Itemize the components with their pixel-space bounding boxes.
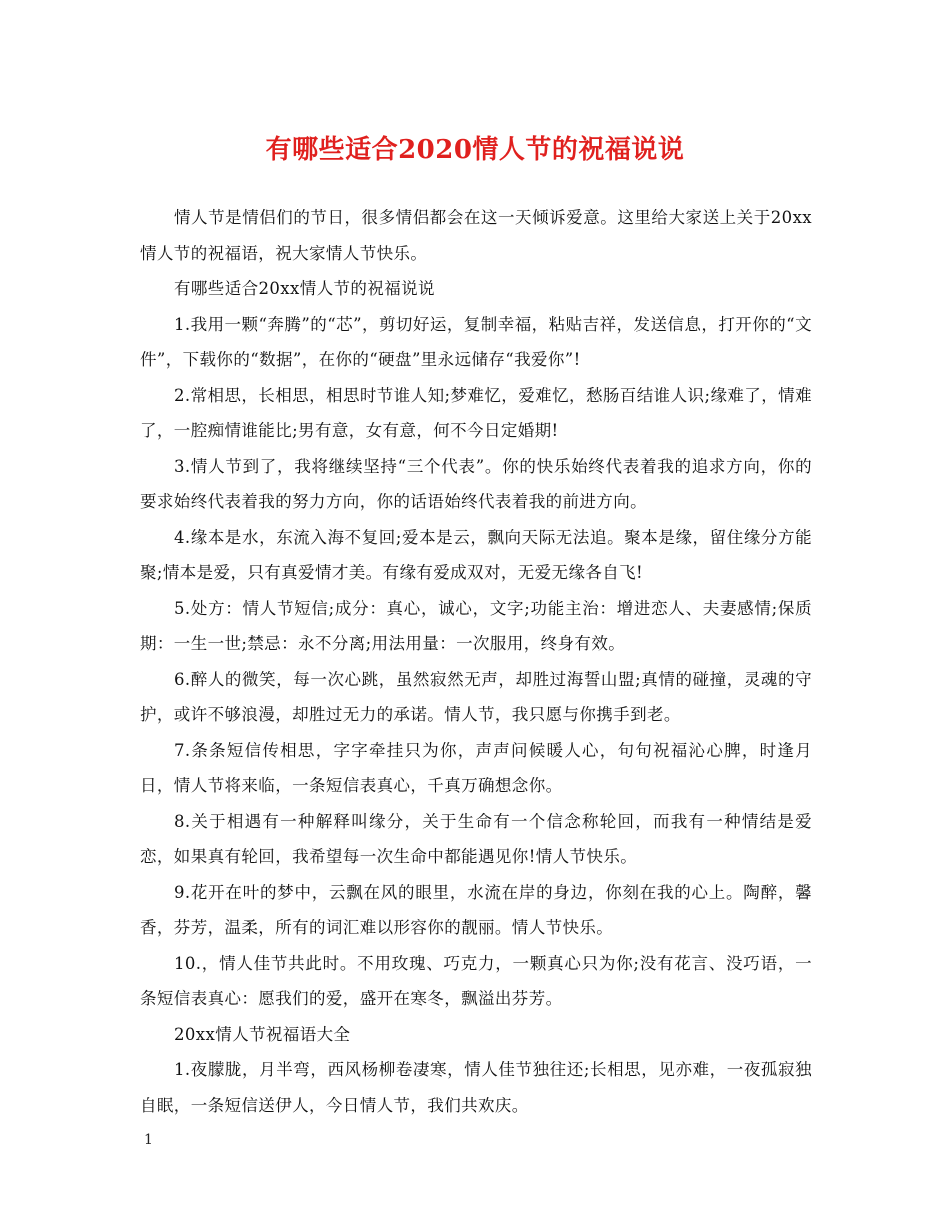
document-body <box>140 200 812 1123</box>
wish-item: 3.情人节到了，我将继续坚持“三个代表”。你的快乐始终代表着我的追求方向，你的要求始终代表着我的努力方向，你的话语始终代表着我的前进方向。 <box>140 456 812 511</box>
wish-item: 1.夜朦胧，月半弯，西风杨柳卷凄寒，情人佳节独往还;长相思，见亦难，一夜孤寂独自眠，一条短信送伊人，今日情人节，我们共欢庆。 <box>140 1060 812 1115</box>
intro-paragraph: 情人节是情侣们的节日，很多情侣都会在这一天倾诉爱意。这里给大家送上关于20xx情人节的祝福语，祝大家情人节快乐。 <box>140 208 812 263</box>
wish-item: 2.常相思，长相思，相思时节谁人知;梦难忆，爱难忆，愁肠百结谁人识;缘难了，情难了，一腔痴情谁能比;男有意，女有意，何不今日定婚期! <box>140 385 812 440</box>
section-heading: 20xx情人节祝福语大全 <box>174 1024 351 1044</box>
wish-item: 1.我用一颗“奔腾”的“芯”，剪切好运，复制幸福，粘贴吉祥，发送信息，打开你的“文件”，下载你的“数据”，在你的“硬盘”里永远储存“我爱你”! <box>140 314 812 369</box>
wish-item: 8.关于相遇有一种解释叫缘分，关于生命有一个信念称轮回，而我有一种情结是爱恋，如果真有轮回，我希望每一次生命中都能遇见你!情人节快乐。 <box>140 811 812 866</box>
section-heading: 有哪些适合20xx情人节的祝福说说 <box>174 279 435 298</box>
wish-item: 7.条条短信传相思，字字牵挂只为你，声声问候暖人心，句句祝福沁心脾，时逢月日，情人节将来临，一条短信表真心，千真万确想念你。 <box>140 740 812 795</box>
wish-item: 4.缘本是水，东流入海不复回;爱本是云，飘向天际无法追。聚本是缘，留住缘分方能聚;情本是爱，只有真爱情才美。有缘有爱成双对，无爱无缘各自飞! <box>140 527 812 582</box>
wish-item: 10.，情人佳节共此时。不用玫瑰、巧克力，一颗真心只为你;没有花言、没巧语，一条短信表真心：愿我们的爱，盛开在寒冬，飘溢出芬芳。 <box>140 953 812 1008</box>
page-number: 1 <box>144 1132 153 1148</box>
wish-item: 6.醉人的微笑，每一次心跳，虽然寂然无声，却胜过海誓山盟;真情的碰撞，灵魂的守护，或许不够浪漫，却胜过无力的承诺。情人节，我只愿与你携手到老。 <box>140 669 812 724</box>
wish-item: 5.处方：情人节短信;成分：真心，诚心，文字;功能主治：增进恋人、夫妻感情;保质期：一生一世;禁忌：永不分离;用法用量：一次服用，终身有效。 <box>140 598 812 653</box>
wish-item: 9.花开在叶的梦中，云飘在风的眼里，水流在岸的身边，你刻在我的心上。陶醉，馨香，芬芳，温柔，所有的词汇难以形容你的靓丽。情人节快乐。 <box>140 882 812 937</box>
document-title: 有哪些适合2020情人节的祝福说说 <box>265 135 685 165</box>
